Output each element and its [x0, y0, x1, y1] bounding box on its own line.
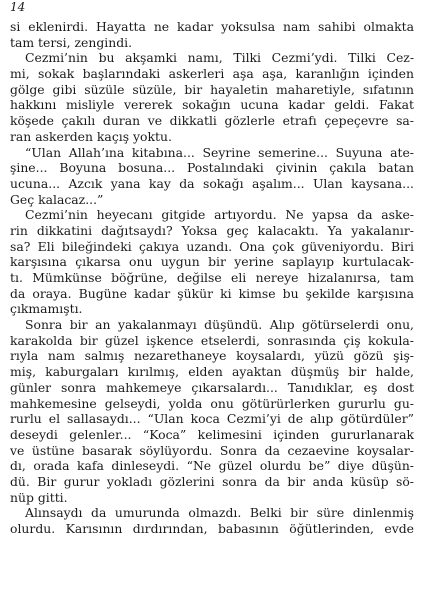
page-number: 14	[10, 0, 26, 14]
text-line: Cezmi’nin bu akşamki namı, Tilki Cezmi’ydi. Tilki Cez-	[25, 50, 414, 66]
text-line: rıyla nam salmış nezarethaneye koysalardı, yüzü gözü şiş-	[10, 348, 414, 364]
text-line: sa? Eli bileğindeki çakıya uzandı. Ona çok güveniyordu. Biri	[10, 238, 414, 254]
text-line: ran askerden kaçış yoktu.	[10, 128, 172, 144]
text-line: çıkmamıştı.	[10, 301, 83, 317]
text-line: rin dikkatini dağıtsaydı? Yoksa geç kalacaktı. Ya yakalanır-	[10, 222, 414, 238]
text-line: karşısına çıkarsa onu uygun bir yerine saplayıp kurtulacak-	[10, 254, 414, 270]
text-line: nüp gitti.	[10, 489, 68, 505]
text-line: günler sonra mahkemeye çıkarsalardı... Tanıdıklar, eş dost	[10, 379, 414, 395]
text-line: ucuna... Azcık yana kay da sokağı aşalım... Ulan kaysana...	[10, 175, 414, 191]
text-line: mi, sokak başlarındaki askerleri aşa aşa, karanlığın içinden	[10, 66, 414, 82]
text-line: dü. Bir gurur yokladı gözlerini sonra da bir anda küsüp sö-	[10, 473, 414, 489]
text-line: dı, orada kafa dinleseydi. “Ne güzel olurdu be” diye düşün-	[10, 458, 414, 474]
text-line: hakkını misliyle vererek sokağın ucuna kadar geldi. Fakat	[10, 97, 414, 113]
text-line: si eklenirdi. Hayatta ne kadar yoksulsa nam sahibi olmakta	[10, 19, 414, 34]
text-line: tı. Mümkünse böğrüne, değilse eli nereye hizalanırsa, tam	[10, 270, 414, 285]
text-line: “Ulan Allah’ına kitabına... Seyrine semerine... Suyuna ate-	[25, 144, 414, 160]
text-line: deseydi gelenler... “Koca” kelimesini içinden gururlanarak	[10, 426, 414, 442]
text-line: karakolda bir güzel işkence etselerdi, sonrasında çiş kokula-	[10, 332, 414, 348]
text-line: tam tersi, zengindi.	[10, 34, 133, 50]
text-line: Geç kalacaz...”	[10, 191, 104, 207]
text-line: Cezmi’nin heyecanı gitgide artıyordu. Ne yapsa da aske-	[25, 207, 414, 223]
text-line: Sonra bir an yakalanmayı düşündü. Alıp götürselerdi onu,	[25, 317, 414, 333]
text-line: da oraya. Bugüne kadar şükür ki kimse bu şekilde karşısına	[10, 285, 414, 301]
body-text	[10, 19, 414, 537]
text-line: ve üstüne basarak söylüyordu. Sonra da cezaevine koysalar-	[10, 442, 414, 458]
text-line: miş, kaburgaları kırılmış, elden ayaktan düşmüş bir halde,	[10, 364, 414, 380]
text-line: rurlu el sallasaydı... “Ulan koca Cezmi’yi de alıp götürdüler”	[10, 411, 414, 427]
text-line: köşede çakılı duran ve dikkatli gözlerle etrafı çepeçevre sa-	[10, 113, 414, 129]
text-line: gölge gibi süzüle süzüle, bir hayaletin maharetiyle, sıfatının	[10, 81, 414, 97]
text-line: mahkemesine gelseydi, yolda onu götürürlerken gururlu gu-	[10, 395, 414, 411]
text-line: Alınsaydı da umurunda olmazdı. Belki bir süre dinlenmiş	[25, 505, 414, 521]
text-line: şine... Boyuna bosuna... Postalındaki çivinin çakıla batan	[10, 160, 414, 176]
text-line: olurdu. Karısının dırdırından, babasının öğütlerinden, evde	[10, 521, 414, 536]
